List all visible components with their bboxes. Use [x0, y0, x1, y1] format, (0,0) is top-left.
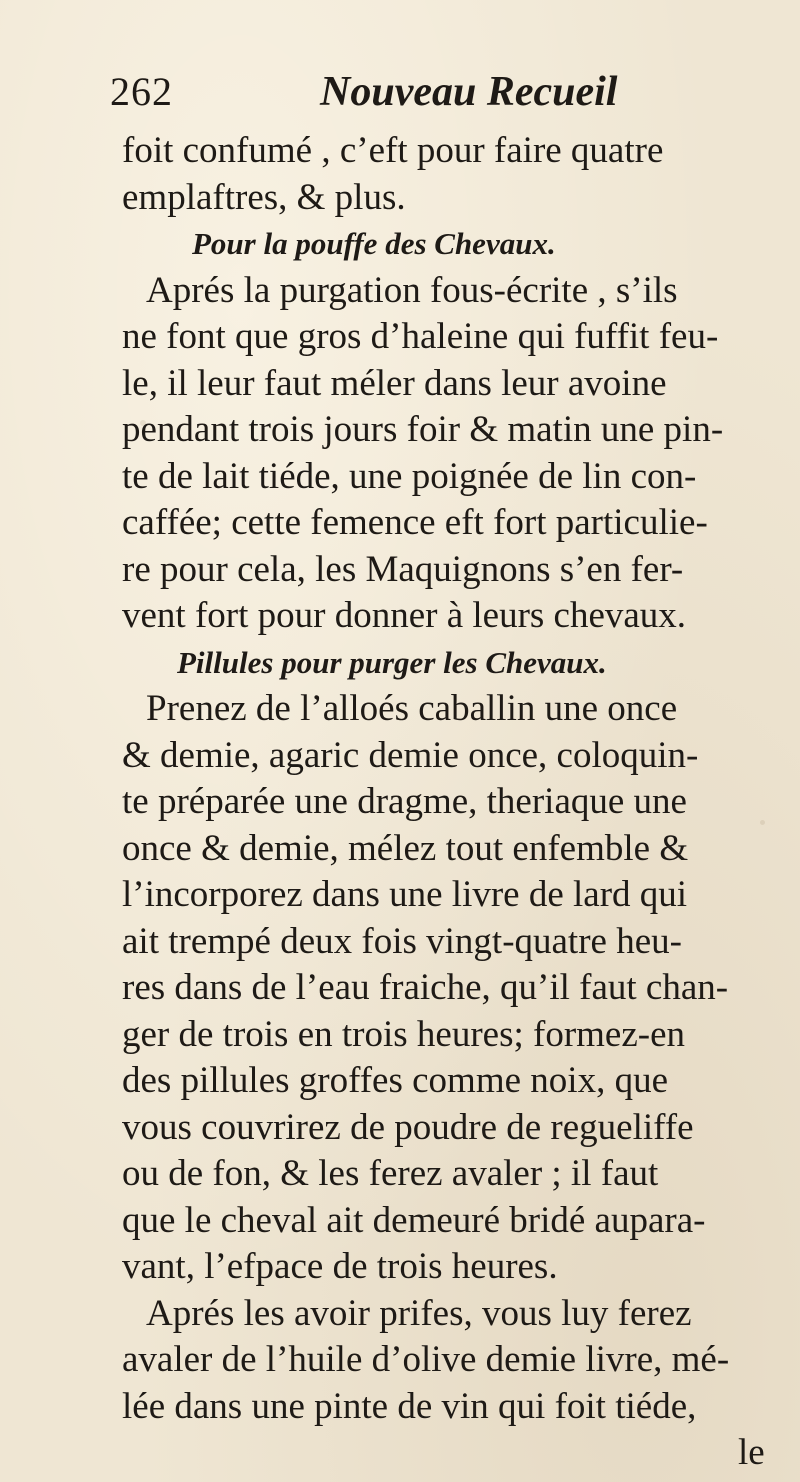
text-line: vent fort pour donner à leurs chevaux. [122, 595, 687, 636]
text-line: vant, l’efpace de trois heures. [122, 1246, 558, 1287]
text-line: emplaftres, & plus. [122, 176, 406, 218]
text-line: Aprés la purgation fous-écrite , s’ils [146, 269, 678, 311]
section-heading: Pour la pouffe des Chevaux. [192, 226, 556, 261]
text-line: lée dans une pinte de vin qui foit tiéde, [122, 1385, 697, 1427]
body-text [122, 128, 790, 1477]
text-line: & demie, agaric demie once, coloquin- [122, 734, 699, 776]
text-line: te préparée une dragme, theriaque une [122, 781, 687, 822]
text-line: Prenez de l’alloés caballin une once [146, 688, 678, 729]
text-line: Aprés les avoir prifes, vous luy ferez [146, 1292, 692, 1334]
text-line: ne font que gros d’haleine qui fuffit feu- [122, 316, 719, 357]
text-line: le, il leur faut méler dans leur avoine [122, 362, 667, 404]
text-line: ait trempé deux fois vingt-quatre heu- [122, 920, 682, 962]
text-line: re pour cela, les Maquignons s’en fer- [122, 548, 684, 590]
text-line: que le cheval ait demeuré bridé aupara- [122, 1199, 706, 1241]
text-line: avaler de l’huile d’olive demie livre, mé- [122, 1339, 730, 1380]
text-line: ger de trois en trois heures; formez-en [122, 1013, 686, 1055]
running-head: Nouveau Recueil [320, 69, 618, 115]
text-line: caffée; cette femence eft fort particulie- [122, 502, 708, 543]
text-line: pendant trois jours foir & matin une pin- [122, 409, 724, 450]
text-line: te de lait tiéde, une poignée de lin con- [122, 455, 697, 497]
text-line: des pillules groffes comme noix, que [122, 1060, 668, 1101]
text-line: ou de fon, & les ferez avaler ; il faut [122, 1153, 659, 1194]
catchword: le [738, 1432, 765, 1473]
page-number: 262 [110, 69, 173, 114]
text-line: res dans de l’eau fraiche, qu’il faut chan- [122, 967, 729, 1008]
text-line: once & demie, mélez tout enfemble & [122, 827, 689, 869]
text-line: l’incorporez dans une livre de lard qui [122, 874, 688, 915]
page-header [110, 68, 680, 128]
text-line: foit confumé , c’eft pour faire quatre [122, 130, 664, 171]
section-heading: Pillules pour purger les Chevaux. [177, 644, 607, 680]
text-line: vous couvrirez de poudre de regueliffe [122, 1106, 694, 1148]
